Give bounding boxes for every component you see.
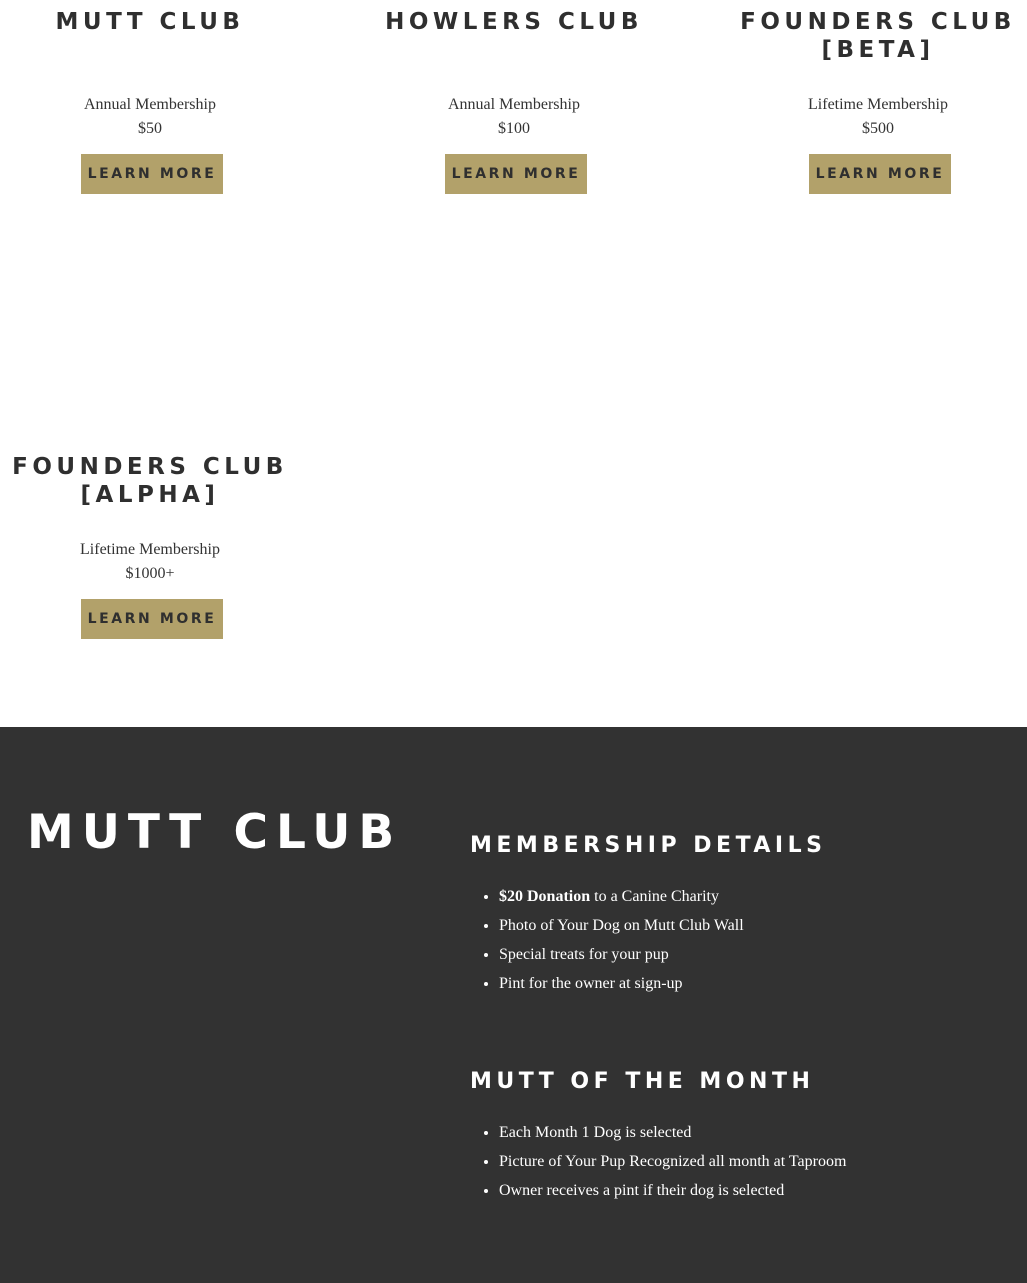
list-item-text: Photo of Your Dog on Mutt Club Wall <box>499 917 744 934</box>
list-item-text: Pint for the owner at sign-up <box>499 975 683 992</box>
card-membership-type: Annual Membership <box>448 96 580 113</box>
membership-details-list <box>470 882 744 998</box>
card-membership-type: Annual Membership <box>84 96 216 113</box>
membership-card-howlers-club <box>364 8 664 141</box>
card-title: FOUNDERS CLUB [ALPHA] <box>12 454 288 508</box>
list-item <box>499 911 744 940</box>
card-price: $1000+ <box>125 565 175 582</box>
list-item: • Owner receives a pint if their dog is selected <box>499 1176 846 1205</box>
learn-more-button-mutt-club[interactable]: LEARN MORE <box>81 154 223 194</box>
club-heading: MUTT CLUB <box>27 805 403 860</box>
membership-details-heading: MEMBERSHIP DETAILS <box>470 833 827 858</box>
card-title: HOWLERS CLUB <box>385 9 643 35</box>
list-item-text: Special treats for your pup <box>499 946 669 963</box>
list-item: • Each Month 1 Dog is selected <box>499 1118 846 1147</box>
list-item-text: to a Canine Charity <box>590 888 719 905</box>
card-price: $100 <box>498 120 530 137</box>
learn-more-button-founders-alpha[interactable]: LEARN MORE <box>81 599 223 639</box>
mutt-of-the-month-heading: MUTT OF THE MONTH <box>470 1069 815 1094</box>
club-detail-section <box>0 727 1027 1283</box>
list-item <box>499 882 744 911</box>
membership-card-mutt-club <box>0 8 300 141</box>
list-item: • Picture of Your Pup Recognized all month at Taproom <box>499 1147 846 1176</box>
learn-more-button-founders-beta[interactable]: LEARN MORE <box>809 154 951 194</box>
card-membership-type: Lifetime Membership <box>808 96 948 113</box>
card-price: $500 <box>862 120 894 137</box>
list-item <box>499 940 744 969</box>
card-price: $50 <box>138 120 162 137</box>
card-title: MUTT CLUB <box>55 9 245 35</box>
card-membership-type: Lifetime Membership <box>80 541 220 558</box>
list-item <box>499 969 744 998</box>
membership-card-founders-beta <box>728 8 1027 141</box>
list-item-bold: $20 Donation <box>499 888 591 905</box>
learn-more-button-howlers-club[interactable]: LEARN MORE <box>445 154 587 194</box>
membership-card-founders-alpha <box>0 453 300 586</box>
card-title: FOUNDERS CLUB [BETA] <box>740 9 1016 63</box>
mutt-of-the-month-list <box>470 1118 846 1205</box>
